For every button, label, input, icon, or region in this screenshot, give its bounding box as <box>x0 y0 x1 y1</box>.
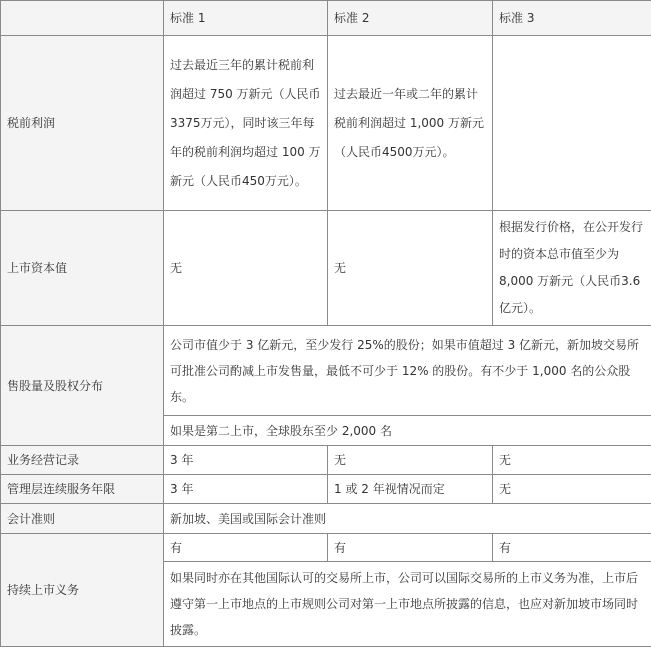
cell-market-cap-standard-2: 无 <box>328 211 493 326</box>
row-accounting <box>1 504 651 534</box>
header-row <box>1 1 651 36</box>
cell-share-distribution-text: 公司市值少于 3 亿新元，至少发行 25%的股份；如果市值超过 3 亿新元，新加坡交易所可批准公司酌减上市发售量，最低不可少于 12% 的股份。有不少于 1,000 名的公众股东。 <box>164 326 651 416</box>
cell-operating-record-standard-2: 无 <box>328 446 493 475</box>
cell-continuing-obligation-standard-2: 有 <box>328 534 493 562</box>
cell-share-distribution-secondary: 如果是第二上市，全球股东至少 2,000 名 <box>164 416 651 446</box>
cell-management-service-standard-1: 3 年 <box>164 475 328 504</box>
row-label-pretax-profit: 税前利润 <box>1 36 164 211</box>
row-label-continuing-obligation: 持续上市义务 <box>1 534 164 647</box>
cell-market-cap-standard-1: 无 <box>164 211 328 326</box>
row-continuing-obligation-1 <box>1 534 651 562</box>
cell-pretax-profit-standard-2: 过去最近一年或二年的累计税前利润超过 1,000 万新元（人民币4500万元）。 <box>328 36 493 211</box>
row-label-share-distribution: 售股量及股权分布 <box>1 326 164 446</box>
cell-operating-record-standard-1: 3 年 <box>164 446 328 475</box>
header-blank <box>1 1 164 36</box>
cell-market-cap-standard-3: 根据发行价格，在公开发行时的资本总市值至少为 8,000 万新元（人民币3.6亿元）。 <box>493 211 651 326</box>
cell-pretax-profit-standard-3 <box>493 36 651 211</box>
row-market-cap <box>1 211 651 326</box>
row-label-accounting: 会计准则 <box>1 504 164 534</box>
row-share-distribution-1 <box>1 326 651 416</box>
cell-continuing-obligation-standard-1: 有 <box>164 534 328 562</box>
cell-operating-record-standard-3: 无 <box>493 446 651 475</box>
cell-pretax-profit-standard-1: 过去最近三年的累计税前利润超过 750 万新元（人民币3375万元），同时该三年每年的税前利润均超过 100 万新元（人民币450万元）。 <box>164 36 328 211</box>
cell-management-service-standard-3: 无 <box>493 475 651 504</box>
row-label-market-cap: 上市资本值 <box>1 211 164 326</box>
header-standard-3: 标准 3 <box>493 1 651 36</box>
row-label-management-service: 管理层连续服务年限 <box>1 475 164 504</box>
header-standard-2: 标准 2 <box>328 1 493 36</box>
row-management-service <box>1 475 651 504</box>
header-standard-1: 标准 1 <box>164 1 328 36</box>
cell-continuing-obligation-text: 如果同时亦在其他国际认可的交易所上市，公司可以国际交易所的上市义务为准，上市后遵守第一上市地点的上市规则公司对第一上市地点所披露的信息，也应对新加坡市场同时披露。 <box>164 562 651 647</box>
row-operating-record <box>1 446 651 475</box>
cell-accounting-text: 新加坡、美国或国际会计准则 <box>164 504 651 534</box>
row-pretax-profit <box>1 36 651 211</box>
row-label-operating-record: 业务经营记录 <box>1 446 164 475</box>
cell-continuing-obligation-standard-3: 有 <box>493 534 651 562</box>
cell-management-service-standard-2: 1 或 2 年视情况而定 <box>328 475 493 504</box>
